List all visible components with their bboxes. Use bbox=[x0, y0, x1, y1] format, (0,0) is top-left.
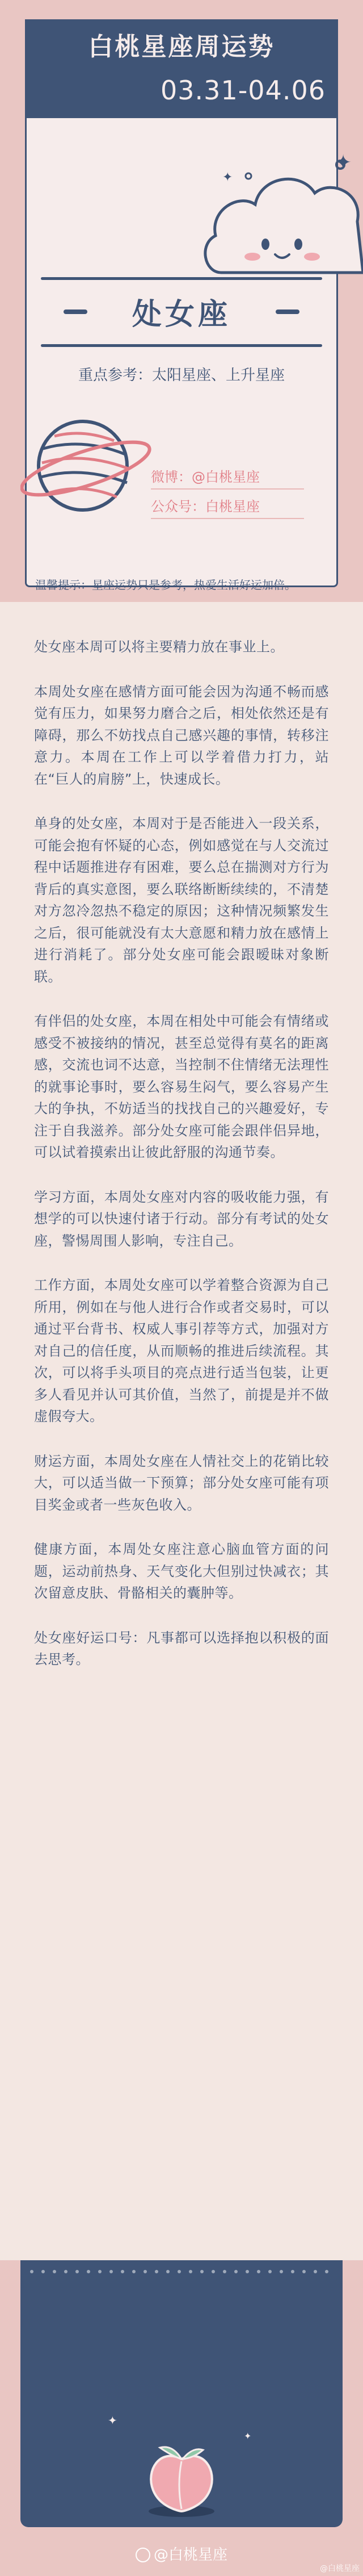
divider bbox=[151, 488, 304, 490]
paragraph: 学习方面，本周处女座对内容的吸收能力强，有想学的可以快速付诸于行动。部分有考试的处女座，警惕周围人影响，专注自己。 bbox=[34, 1189, 329, 1249]
sparkle-icon: ✦ bbox=[244, 2431, 252, 2441]
date-range: 03.31-04.06 bbox=[161, 75, 326, 106]
paragraph: 本周处女座在感情方面可能会因为沟通不畅而感觉有压力，如果努力磨合之后，相处依然还是有障碍，那么不妨找点自己感兴趣的事情，转移注意力。本周在工作上可以学着借力打力，站在“巨人的肩膀”上，快速成长。 bbox=[34, 683, 329, 787]
sign-top-line bbox=[41, 277, 322, 280]
paragraph: 工作方面，本周处女座可以学着整合资源为自己所用，例如在与他人进行合作或者交易时，可以通过平台背书、权威人事引荐等方式，加强对方对自己的信任度，从而顺畅的推进后续流程。其次，可以将手头项目的亮点进行适当包装，让更多人看见并认可其价值，当然了，前提是并不做虚假夸大。 bbox=[34, 1277, 329, 1424]
sparkle-icon: ✦ bbox=[335, 151, 352, 174]
sign-bottom-line bbox=[41, 344, 322, 347]
warm-notice: 温馨提示：星座运势只是参考，热爱生活好运加倍。 bbox=[35, 578, 296, 592]
planet-icon bbox=[20, 392, 157, 528]
reference-note: 重点参考：太阳星座、上升星座 bbox=[78, 367, 285, 384]
peach-icon bbox=[137, 2436, 226, 2521]
weibo-handle: 微博：@白桃星座 bbox=[151, 469, 260, 485]
watermark-text: @白桃星座 bbox=[153, 2546, 227, 2564]
title-bar bbox=[25, 19, 338, 66]
sparkle-icon: ✦ bbox=[222, 170, 233, 185]
paragraph: 财运方面，本周处女座在人情社交上的花销比较大，可以适当做一下预算；部分处女座可能有项目奖金或者一些灰色收入。 bbox=[34, 1453, 329, 1513]
paragraph: 处女座好运口号：凡事都可以选择抱以积极的面去思考。 bbox=[34, 1629, 329, 1667]
page-title: 白桃星座周运势 bbox=[88, 32, 275, 61]
horoscope-content bbox=[34, 636, 329, 1693]
sign-box bbox=[61, 284, 302, 338]
zodiac-sign: 处女座 bbox=[132, 297, 231, 332]
date-bar bbox=[25, 66, 338, 118]
corner-watermark: @白桃星座 bbox=[320, 2564, 360, 2573]
sparkle-icon: ✦ bbox=[108, 2414, 117, 2427]
paragraph: 处女座本周可以将主要精力放在事业上。 bbox=[34, 639, 284, 655]
weibo-logo-icon bbox=[136, 2548, 150, 2562]
dot-border-icon bbox=[20, 2260, 343, 2431]
watermark bbox=[0, 2543, 363, 2564]
divider bbox=[151, 518, 304, 519]
paragraph: 有伴侣的处女座，本周在相处中可能会有情绪或感受不被接纳的情况，甚至总觉得有莫名的距离感，交流也词不达意，当控制不住情绪无法理性的就事论事时，要么容易生闷气，要么容易产生大的争执，不妨适当的找找自己的兴趣爱好，专注于自我滋养。部分处女座可能会跟伴侣异地，可以试着摸索出让彼此舒服的沟通节奏。 bbox=[34, 1013, 329, 1160]
paragraph: 单身的处女座，本周对于是否能进入一段关系，可能会抱有怀疑的心态，例如感觉在与人交流过程中话题推进存有困难，要么总在揣测对方行为背后的真实意图，要么联络断断续续的，不清楚对方忽冷忽热不稳定的原因；这种情况频繁发生之后，很可能就没有太大意愿和精力放在感情上进行消耗了。部分处女座可能会跟暧昧对象断联。 bbox=[34, 816, 329, 985]
wechat-handle: 公众号：白桃星座 bbox=[151, 499, 260, 515]
paragraph: 健康方面，本周处女座注意心脑血管方面的问题，运动前热身、天气变化大但别过快减衣；其次留意皮肤、骨骼相关的囊肿等。 bbox=[34, 1541, 329, 1601]
